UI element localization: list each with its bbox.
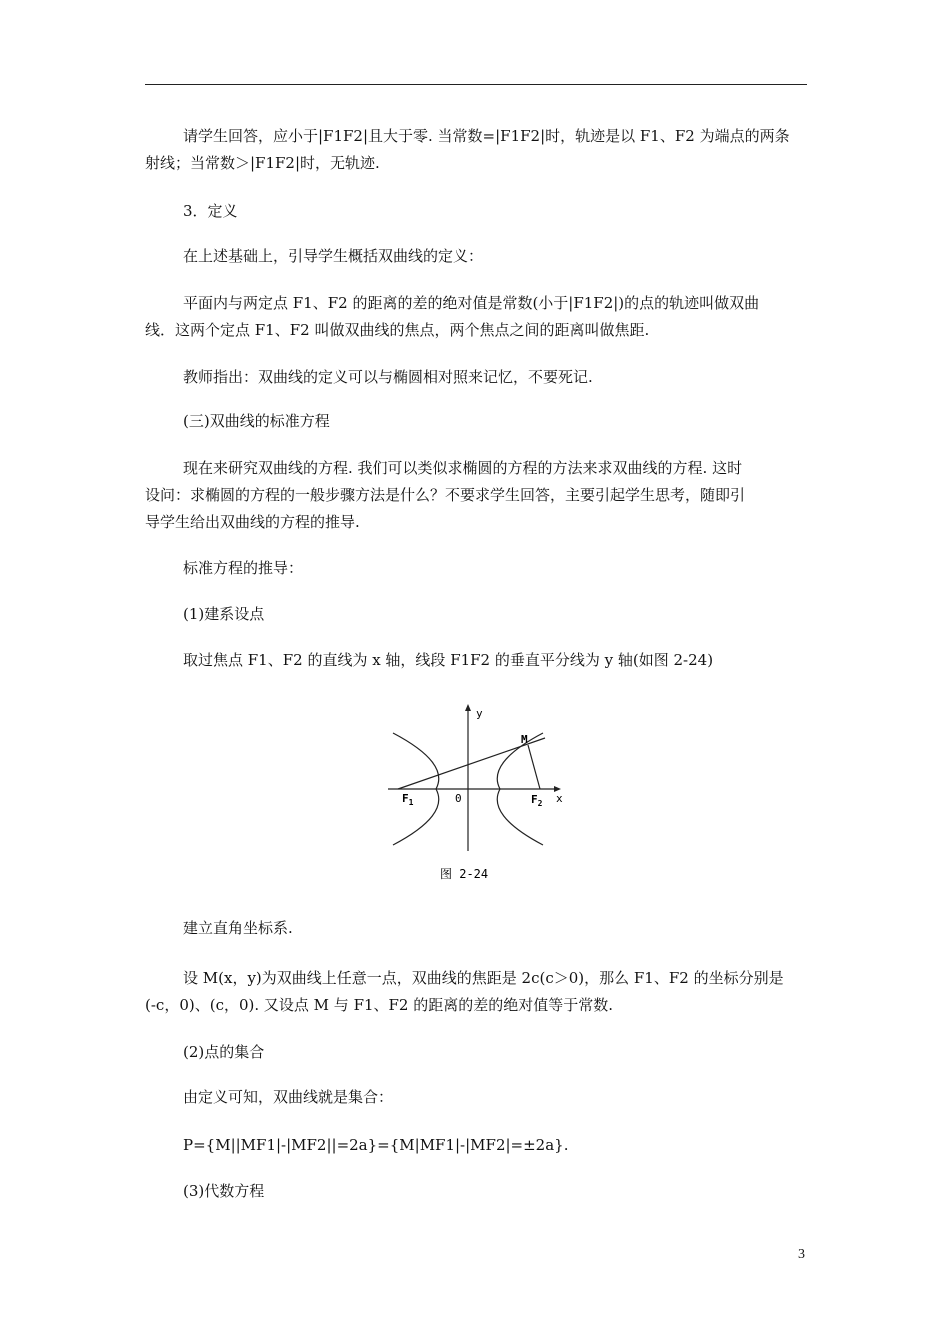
text-line: 平面内与两定点 F1、F2 的距离的差的绝对值是常数(小于|F1F2|)的点的轨迹叫做双曲 bbox=[183, 294, 760, 312]
text-line: P={M||MF1|-|MF2||=2a}={M|MF1|-|MF2|=±2a}. bbox=[183, 1136, 569, 1154]
text-line: (-c，0)、(c，0). 又设点 M 与 F1、F2 的距离的差的绝对值等于常数. bbox=[145, 996, 614, 1014]
paragraph bbox=[183, 243, 807, 270]
text-line: 3．定义 bbox=[183, 202, 238, 220]
text-line: 射线；当常数＞|F1F2|时，无轨迹. bbox=[145, 154, 380, 172]
paragraph bbox=[145, 123, 807, 177]
paragraph bbox=[183, 647, 807, 674]
text-line: 教师指出：双曲线的定义可以与椭圆相对照来记忆，不要死记. bbox=[183, 368, 593, 386]
section-heading bbox=[183, 1039, 807, 1066]
focus1-label: $F_1$ bbox=[402, 792, 414, 807]
y-axis-arrow bbox=[465, 704, 471, 711]
point-m-label: M bbox=[521, 733, 528, 746]
paragraph bbox=[145, 290, 807, 344]
figure-caption: 图 2-24 bbox=[440, 867, 489, 881]
formula bbox=[183, 1132, 807, 1159]
text-line: 取过焦点 F1、F2 的直线为 x 轴，线段 F1F2 的垂直平分线为 y 轴(如图 2-24) bbox=[183, 651, 714, 669]
origin-label: 0 bbox=[455, 792, 462, 805]
section-heading bbox=[183, 601, 807, 628]
header-rule bbox=[145, 84, 807, 85]
hyperbola-figure bbox=[388, 703, 568, 883]
text-line: 导学生给出双曲线的方程的推导. bbox=[145, 513, 360, 531]
paragraph bbox=[145, 455, 807, 536]
text-line: 由定义可知，双曲线就是集合： bbox=[183, 1088, 394, 1106]
text-line: 在上述基础上，引导学生概括双曲线的定义： bbox=[183, 247, 484, 265]
text-line: 建立直角坐标系. bbox=[183, 919, 293, 937]
x-axis-label: x bbox=[556, 792, 563, 805]
section-heading bbox=[183, 198, 807, 225]
paragraph bbox=[183, 555, 807, 582]
text-line: (2)点的集合 bbox=[183, 1043, 265, 1061]
text-line: (1)建系设点 bbox=[183, 605, 265, 623]
page-number: 3 bbox=[798, 1247, 805, 1262]
paragraph bbox=[183, 364, 807, 391]
text-line: (三)双曲线的标准方程 bbox=[183, 412, 330, 430]
focus2-label: $F_2$ bbox=[531, 793, 543, 808]
section-heading bbox=[183, 408, 807, 435]
text-line: 现在来研究双曲线的方程. 我们可以类似求椭圆的方程的方法来求双曲线的方程. 这时 bbox=[183, 459, 743, 477]
text-line: 标准方程的推导： bbox=[183, 559, 304, 577]
section-heading bbox=[183, 1178, 807, 1205]
text-line: 设问：求椭圆的方程的一般步骤方法是什么？不要求学生回答，主要引起学生思考，随即引 bbox=[145, 486, 746, 504]
text-line: 设 M(x，y)为双曲线上任意一点，双曲线的焦距是 2c(c＞0)，那么 F1、F2 的坐标分别是 bbox=[183, 969, 784, 987]
paragraph bbox=[145, 965, 807, 1019]
paragraph bbox=[183, 1084, 807, 1111]
text-line: 请学生回答，应小于|F1F2|且大于零. 当常数=|F1F2|时，轨迹是以 F1、F2 为端点的两条 bbox=[183, 127, 790, 145]
y-axis-label: y bbox=[476, 707, 483, 720]
text-line: 线．这两个定点 F1、F2 叫做双曲线的焦点，两个焦点之间的距离叫做焦距. bbox=[145, 321, 650, 339]
paragraph bbox=[183, 915, 807, 942]
text-line: (3)代数方程 bbox=[183, 1182, 265, 1200]
m-f2-line bbox=[528, 745, 540, 789]
